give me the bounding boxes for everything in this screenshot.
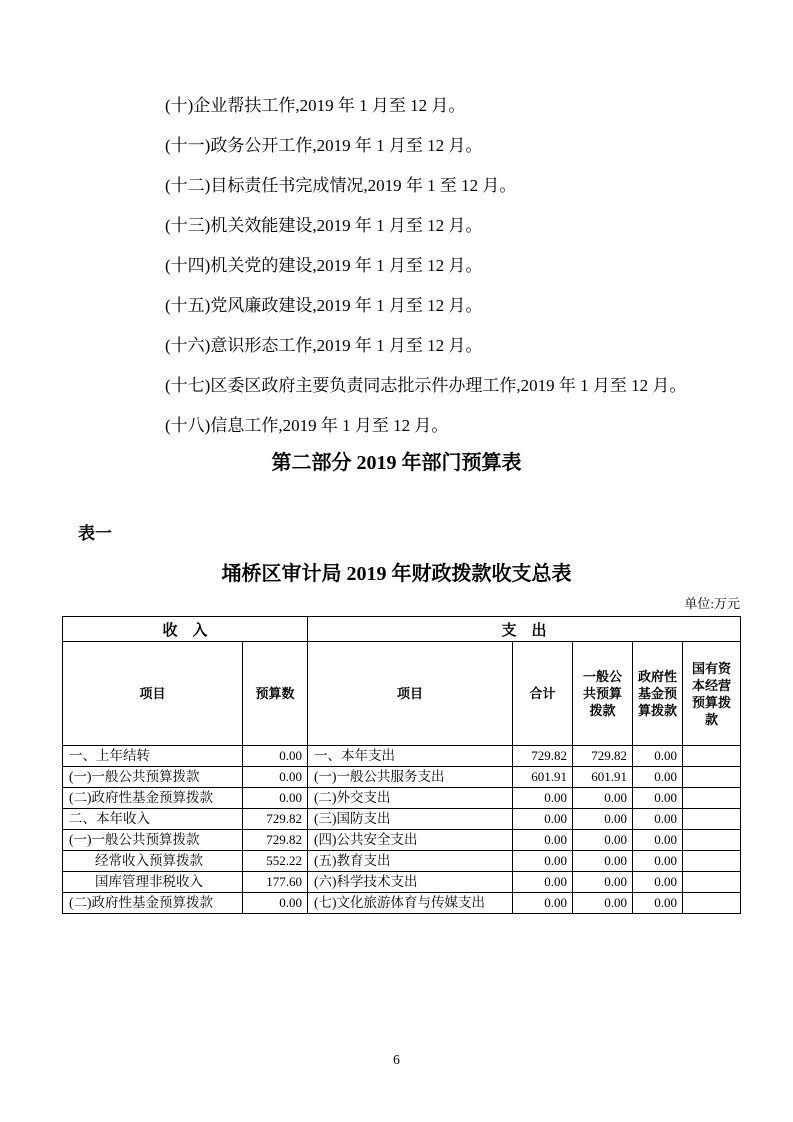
state-capital-value-cell xyxy=(683,830,741,851)
unit-note: 单位:万元 xyxy=(684,596,740,611)
expense-item-cell: (一)一般公共服务支出 xyxy=(308,767,513,788)
list-section xyxy=(0,0,793,446)
income-value-cell: 177.60 xyxy=(243,872,308,893)
budget-table-row xyxy=(63,809,741,830)
expense-item-cell: (五)教育支出 xyxy=(308,851,513,872)
gov-fund-value-cell: 0.00 xyxy=(633,851,683,872)
income-group-header: 收 入 xyxy=(63,617,308,642)
state-capital-value-cell xyxy=(683,788,741,809)
col-header-general-public: 一般公共预算拨款 xyxy=(573,642,633,746)
income-item-cell: (二)政府性基金预算拨款 xyxy=(63,893,243,914)
table-label: 表一 xyxy=(78,524,112,543)
income-value-cell: 729.82 xyxy=(243,830,308,851)
budget-table-row xyxy=(63,872,741,893)
income-item-cell: 二、本年收入 xyxy=(63,809,243,830)
expense-item-cell: (六)科学技术支出 xyxy=(308,872,513,893)
state-capital-value-cell xyxy=(683,809,741,830)
expense-item-cell: (三)国防支出 xyxy=(308,809,513,830)
gov-fund-value-cell: 0.00 xyxy=(633,788,683,809)
general-public-value-cell: 0.00 xyxy=(573,893,633,914)
general-public-value-cell: 601.91 xyxy=(573,767,633,788)
income-value-cell: 552.22 xyxy=(243,851,308,872)
total-value-cell: 601.91 xyxy=(513,767,573,788)
income-value-cell: 0.00 xyxy=(243,893,308,914)
income-item-cell: (二)政府性基金预算拨款 xyxy=(63,788,243,809)
total-value-cell: 0.00 xyxy=(513,872,573,893)
income-value-cell: 0.00 xyxy=(243,746,308,767)
col-header-gov-fund: 政府性基金预算拨款 xyxy=(633,642,683,746)
expense-item-cell: (四)公共安全支出 xyxy=(308,830,513,851)
gov-fund-value-cell: 0.00 xyxy=(633,746,683,767)
list-item: (十七)区委区政府主要负责同志批示件办理工作,2019 年 1 月至 12 月。 xyxy=(165,376,687,395)
total-value-cell: 729.82 xyxy=(513,746,573,767)
gov-fund-value-cell: 0.00 xyxy=(633,830,683,851)
income-item-cell: (一)一般公共预算拨款 xyxy=(63,830,243,851)
general-public-value-cell: 0.00 xyxy=(573,851,633,872)
gov-fund-value-cell: 0.00 xyxy=(633,872,683,893)
budget-table-row xyxy=(63,893,741,914)
income-value-cell: 0.00 xyxy=(243,767,308,788)
list-item: (十二)目标责任书完成情况,2019 年 1 至 12 月。 xyxy=(165,176,517,195)
general-public-value-cell: 0.00 xyxy=(573,872,633,893)
section-heading: 第二部分 2019 年部门预算表 xyxy=(271,452,522,474)
income-item-cell: (一)一般公共预算拨款 xyxy=(63,767,243,788)
gov-fund-value-cell: 0.00 xyxy=(633,893,683,914)
general-public-value-cell: 0.00 xyxy=(573,809,633,830)
income-value-cell: 0.00 xyxy=(243,788,308,809)
col-header-income-budget: 预算数 xyxy=(243,642,308,746)
col-header-expense-item: 项目 xyxy=(308,642,513,746)
gov-fund-value-cell: 0.00 xyxy=(633,767,683,788)
income-value-cell: 729.82 xyxy=(243,809,308,830)
expense-item-cell: (二)外交支出 xyxy=(308,788,513,809)
table-title: 埇桥区审计局 2019 年财政拨款收支总表 xyxy=(221,563,572,585)
state-capital-value-cell xyxy=(683,767,741,788)
budget-table-row xyxy=(63,788,741,809)
expense-item-cell: 一、本年支出 xyxy=(308,746,513,767)
list-item: (十八)信息工作,2019 年 1 月至 12 月。 xyxy=(165,416,449,435)
general-public-value-cell: 0.00 xyxy=(573,830,633,851)
total-value-cell: 0.00 xyxy=(513,893,573,914)
total-value-cell: 0.00 xyxy=(513,851,573,872)
general-public-value-cell: 729.82 xyxy=(573,746,633,767)
total-value-cell: 0.00 xyxy=(513,809,573,830)
budget-table-row xyxy=(63,767,741,788)
col-header-state-capital: 国有资本经营预算拨款 xyxy=(683,642,741,746)
state-capital-value-cell xyxy=(683,746,741,767)
expense-group-header: 支 出 xyxy=(308,617,741,642)
list-item: (十)企业帮扶工作,2019 年 1 月至 12 月。 xyxy=(165,96,466,115)
list-item: (十一)政务公开工作,2019 年 1 月至 12 月。 xyxy=(165,136,483,155)
state-capital-value-cell xyxy=(683,893,741,914)
page-number: 6 xyxy=(393,1052,400,1067)
col-header-income-item: 项目 xyxy=(63,642,243,746)
gov-fund-value-cell: 0.00 xyxy=(633,809,683,830)
list-item: (十三)机关效能建设,2019 年 1 月至 12 月。 xyxy=(165,216,483,235)
list-item: (十五)党风廉政建设,2019 年 1 月至 12 月。 xyxy=(165,296,483,315)
income-item-cell: 经常收入预算拨款 xyxy=(63,851,243,872)
list-item: (十四)机关党的建设,2019 年 1 月至 12 月。 xyxy=(165,256,483,275)
income-item-cell: 国库管理非税收入 xyxy=(63,872,243,893)
list-item: (十六)意识形态工作,2019 年 1 月至 12 月。 xyxy=(165,336,483,355)
col-header-total: 合计 xyxy=(513,642,573,746)
total-value-cell: 0.00 xyxy=(513,830,573,851)
state-capital-value-cell xyxy=(683,851,741,872)
income-item-cell: 一、上年结转 xyxy=(63,746,243,767)
budget-table-body xyxy=(63,746,741,914)
state-capital-value-cell xyxy=(683,872,741,893)
budget-table-row xyxy=(63,830,741,851)
total-value-cell: 0.00 xyxy=(513,788,573,809)
budget-table xyxy=(62,616,741,914)
table-column-header-row xyxy=(63,642,741,746)
general-public-value-cell: 0.00 xyxy=(573,788,633,809)
expense-item-cell: (七)文化旅游体育与传媒支出 xyxy=(308,893,513,914)
budget-table-row xyxy=(63,746,741,767)
table-group-header-row xyxy=(63,617,741,642)
budget-table-row xyxy=(63,851,741,872)
